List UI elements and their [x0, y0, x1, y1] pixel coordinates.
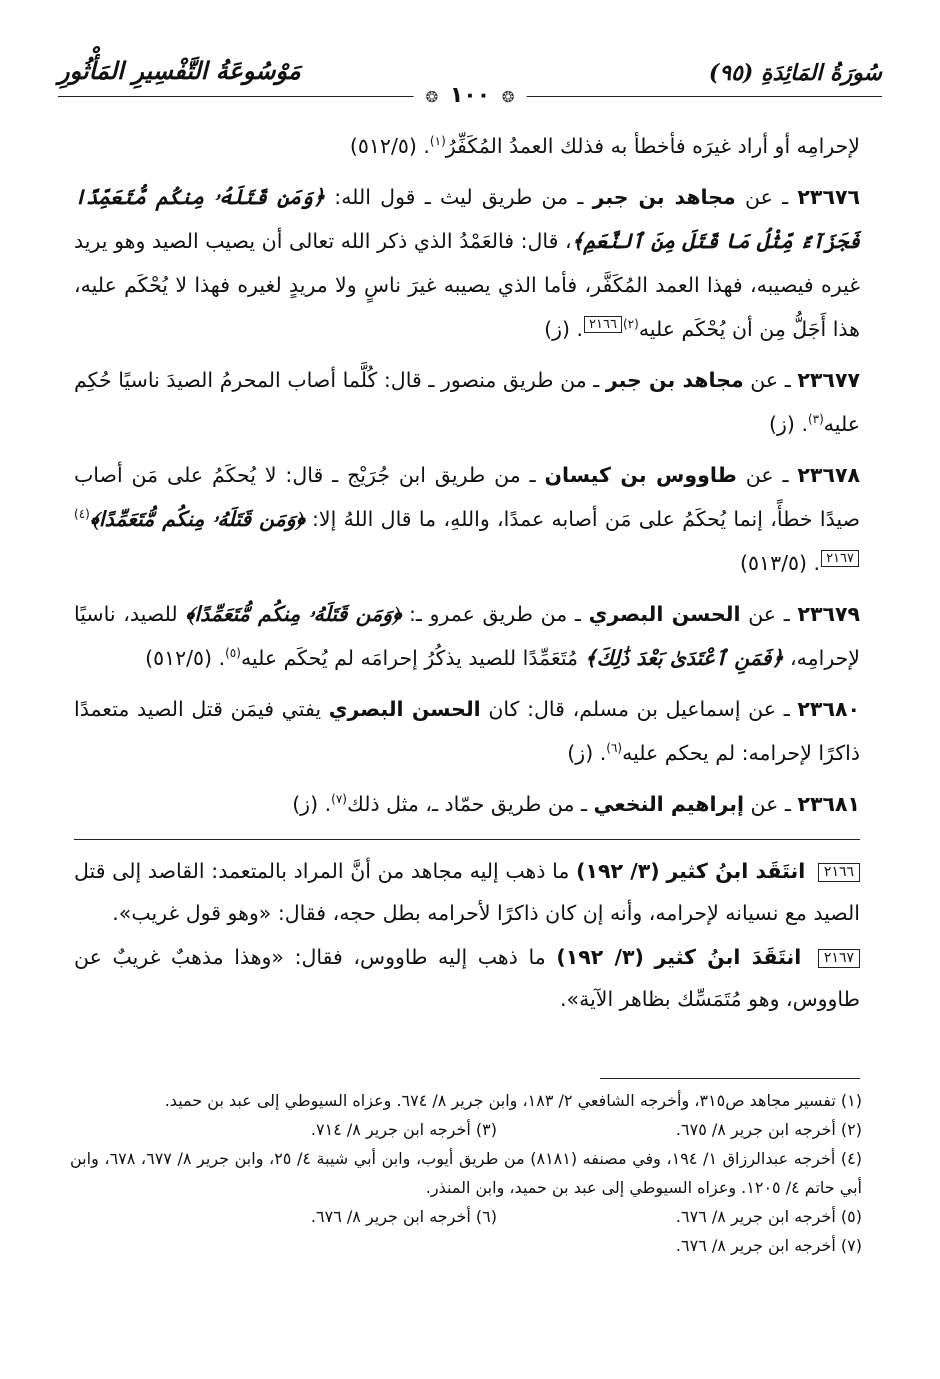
- narrator-name: الحسن البصري: [588, 602, 741, 626]
- narration-number: ٢٣٦٧٨: [797, 463, 860, 487]
- period: .: [324, 792, 332, 816]
- footnote-marker[interactable]: (٣): [807, 412, 824, 427]
- narration-prefix: عن: [750, 368, 779, 392]
- main-text: [74, 124, 860, 826]
- narration-number: ٢٣٦٨١: [797, 792, 860, 816]
- quran-verse: ﴿وَمَن قَتَلَهُۥ مِنكُم مُّتَعَمِّدًا﴾: [185, 602, 402, 626]
- footnote-marker[interactable]: (٦): [606, 741, 623, 756]
- quran-verse: ﴿وَمَن قَتَلَهُۥ مِنكُم مُّتَعَمِّدًا﴾: [89, 507, 305, 531]
- critic-name: انتَقَد ابنُ كثير: [666, 859, 806, 883]
- commentary-text: ما ذهب إليه مجاهد من أنَّ المراد بالمتعمد: القاصد إلى قتل الصيد مع نسيانه لإحرامه، وأنه إن كان ذاكرًا لأحرامه بطل حجه، فقال: «وهو قول غريب».: [74, 859, 860, 925]
- ornament-icon: ❂: [501, 88, 515, 106]
- commentary-number-box: ٢١٦٦: [818, 863, 860, 882]
- footnote-1: (١) تفسير مجاهد ص٣١٥، وأخرجه الشافعي ٢/ ١٨٣، وابن جرير ٨/ ٦٧٤. وعزاه السيوطي إلى عبد بن حميد.: [164, 1091, 862, 1110]
- narration-number: ٢٣٦٧٦: [797, 185, 860, 209]
- dash: ـ: [784, 368, 791, 392]
- period: .: [423, 134, 430, 158]
- commentary-separator: [74, 839, 860, 840]
- volume-reference: (ز): [544, 317, 570, 341]
- narration-prefix: عن: [745, 185, 773, 209]
- narration-chain: ـ من طريق عمرو ـ:: [408, 602, 581, 626]
- narration-prefix: عن: [748, 602, 777, 626]
- quran-verse: ﴿وَمَن قَتَلَهُۥ مِنكُم مُّتَعَمِّدًا فَجَزَآءٌ مِّثْلُ مَا قَتَلَ مِنَ ٱلنَّعَمِ﴾: [74, 185, 860, 253]
- narration-paragraph: [74, 358, 860, 446]
- footnote-row: [70, 1202, 862, 1231]
- footnote-row: [70, 1115, 862, 1144]
- footnote-6: (٦) أخرجه ابن جرير ٨/ ٦٧٦.: [310, 1207, 497, 1226]
- volume-reference: (٥١٢/٥): [145, 646, 213, 670]
- page-number: ١٠٠: [449, 83, 491, 108]
- narration-text: للصيد، ناسيًا لإحرامِه،: [74, 602, 860, 670]
- surah-title: سُورَةُ المَائِدَةِ (٩٥): [708, 60, 882, 86]
- footnote-marker[interactable]: (٧): [331, 792, 347, 807]
- narration-text: ، قال: فالعَمْدُ الذي ذكر الله تعالى أن يصيب الصيد وهو يريد غيره فيصيبه، فهذا العمد المُكَفَّر، فأما الذي يصيبه غيرَ ناسٍ ولا مريدٍ لغيره فهذا لا يُحْكَم عليه، هذا أَجَلُّ مِن أن يُحْكَم عليه: [74, 229, 860, 341]
- quran-verse: ﴿فَمَنِ ٱعْتَدَىٰ بَعْدَ ذَٰلِكَ﴾: [584, 646, 784, 670]
- commentary-note: [74, 850, 860, 934]
- citation: (٣/ ١٩٢): [556, 945, 644, 969]
- commentary-reference-box[interactable]: ٢١٦٧: [821, 550, 859, 567]
- narration-number: ٢٣٦٧٧: [797, 368, 860, 392]
- citation: (٣/ ١٩٢): [576, 859, 660, 883]
- footnote-7: (٧) أخرجه ابن جرير ٨/ ٦٧٦.: [675, 1236, 862, 1255]
- footnote-2: (٢) أخرجه ابن جرير ٨/ ٦٧٥.: [675, 1120, 862, 1139]
- footnote-marker[interactable]: (٢): [622, 317, 639, 332]
- commentary-reference-box[interactable]: ٢١٦٦: [584, 316, 622, 333]
- narration-prefix: عن إسماعيل بن مسلم، قال: كان: [488, 697, 777, 721]
- footnote-3: (٣) أخرجه ابن جرير ٨/ ٧١٤.: [310, 1120, 497, 1139]
- narrator-name: مجاهد بن جبر: [605, 368, 744, 392]
- narration-text: ـ من طريق ابن جُرَيْج ـ قال: لا يُحكَمُ على مَن أصاب صيدًا خطأً، إنما يُحكَمُ على مَن أصابه عمدًا، واللهِ، ما قال اللهُ إلا:: [74, 463, 860, 531]
- narration-paragraph: [74, 453, 860, 585]
- dash: ـ: [782, 463, 789, 487]
- narration-paragraph: [74, 175, 860, 351]
- narration-text: ـ من طريق منصور ـ قال: كُلَّما أصاب المحرمُ الصيدَ ناسيًا حُكِم عليه: [74, 368, 860, 436]
- commentary-note: [74, 936, 860, 1020]
- period: .: [218, 646, 226, 670]
- dash: ـ: [783, 602, 790, 626]
- ornament-icon: ❂: [425, 88, 439, 106]
- page-number-ornament: [414, 83, 527, 108]
- narration-number: ٢٣٦٧٩: [797, 602, 860, 626]
- narration-text: يفتي فيمَن قتل الصيد متعمدًا ذاكرًا لإحرامه: لم يحكم عليه: [74, 697, 860, 765]
- dash: ـ: [782, 185, 789, 209]
- footnote-4: (٤) أخرجه عبدالرزاق ١/ ١٩٤، وفي مصنفه (٨١٨١) من طريق أيوب، وابن أبي شيبة ٤/ ٢٥، وابن جرير ٨/ ٦٧٧، ٦٧٨، وابن أبي حاتم ٤/ ١٢٠٥. وعزاه السيوطي إلى عبد بن حميد، وابن المنذر.: [70, 1149, 863, 1197]
- narrator-name: طاووس بن كيسان: [544, 463, 737, 487]
- period: .: [801, 412, 808, 436]
- narration-paragraph: [74, 687, 860, 775]
- footnote-marker[interactable]: (١): [429, 134, 446, 149]
- narration-paragraph: [74, 592, 860, 680]
- dash: ـ: [783, 697, 790, 721]
- book-title: مَوْسُوعَةُ التَّفْسِيرِ المَأْثُورِ: [58, 56, 301, 85]
- page-header: [58, 50, 882, 112]
- narration-prefix: عن: [745, 463, 774, 487]
- period: .: [813, 551, 821, 575]
- period: .: [599, 741, 607, 765]
- commentary-number-box: ٢١٦٧: [818, 949, 860, 968]
- narration-prefix: عن: [750, 792, 779, 816]
- critic-name: انتَقَدَ ابنُ كثير: [654, 945, 802, 969]
- narration-text: مُتَعَمِّدًا للصيد يذكُرُ إحرامَه لم يُحكَم عليه: [240, 646, 579, 670]
- narration-chain: ـ من طريق ليث ـ قول الله:: [334, 185, 584, 209]
- volume-reference: (ز): [292, 792, 319, 816]
- volume-reference: (٥١٢/٥): [349, 134, 417, 158]
- footnote-marker[interactable]: (٤): [74, 507, 90, 522]
- volume-reference: (ز): [769, 412, 795, 436]
- narrator-name: الحسن البصري: [328, 697, 481, 721]
- period: .: [576, 317, 584, 341]
- footnote-separator: [600, 1078, 860, 1079]
- narration-paragraph: [74, 782, 860, 826]
- commentary-text: ما ذهب إليه طاووس، فقال: «وهذا مذهبٌ غريبٌ عن طاووس، وهو مُتَمَسِّك بظاهر الآية».: [74, 945, 860, 1011]
- narration-text: ـ من طريق حمّاد ـ، مثل ذلك: [346, 792, 587, 816]
- dash: ـ: [784, 792, 791, 816]
- volume-reference: (ز): [567, 741, 594, 765]
- volume-reference: (٥١٣/٥): [740, 551, 807, 575]
- narrator-name: إبراهيم النخعي: [593, 792, 744, 816]
- paragraph-continuation: [74, 124, 860, 168]
- footnote-5: (٥) أخرجه ابن جرير ٨/ ٦٧٦.: [675, 1207, 862, 1226]
- commentary-section: [74, 850, 860, 1020]
- paragraph-text: لإحرامِه أو أراد غيرَه فأخطأ به فذلك العمدُ المُكَفِّرُ: [445, 134, 860, 158]
- narration-number: ٢٣٦٨٠: [797, 697, 860, 721]
- footnotes-section: [70, 1086, 862, 1260]
- narrator-name: مجاهد بن جبر: [592, 185, 736, 209]
- footnote-marker[interactable]: (٥): [225, 646, 241, 661]
